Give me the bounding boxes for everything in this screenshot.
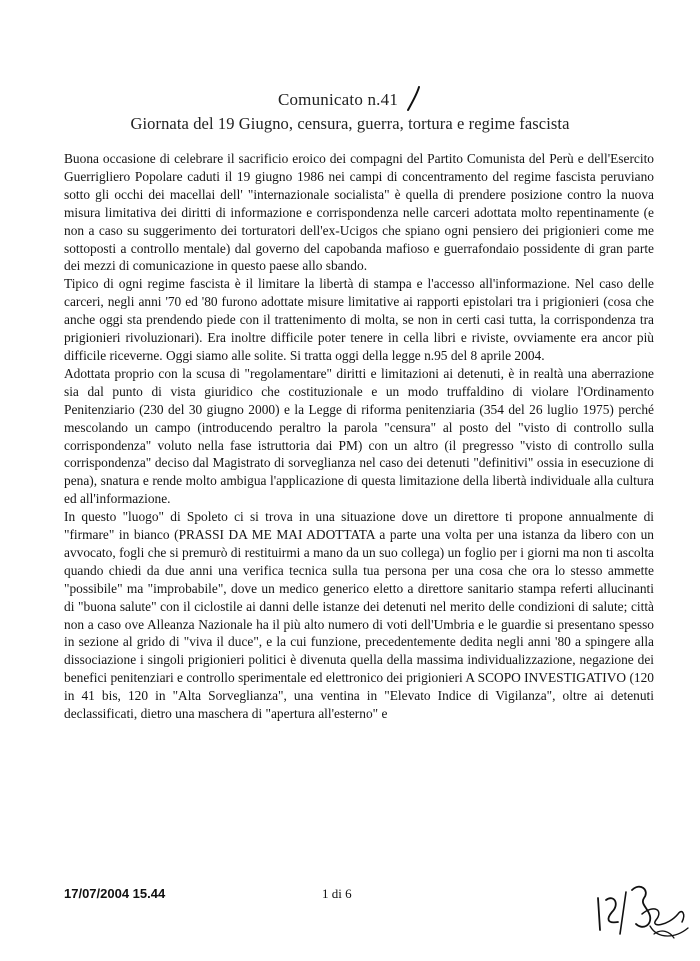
body-paragraph-2: Tipico di ogni regime fascista è il limitare la libertà di stampa e l'accesso all'informazione. Nel caso delle carceri, negli anni '70 ed '80 furono adottate misure limitative ai rapporti epistolari tra i prigionieri (cosa che anche oggi sta prendendo piede con il trattenimento di molta, se non in certi casi tutta, la corrispondenza tra prigionieri rivoluzionari). Era inoltre difficile poter tenere in cella libri e riviste, ovviamente era ancor più difficile riceverne. Oggi siamo alle solite. Si tratta oggi della legge n.95 del 8 aprile 2004.: [64, 276, 654, 363]
body-paragraph-3: Adottata proprio con la scusa di "regolamentare" diritti e limitazioni ai detenuti, è in realtà una aberrazione sia dal punto di vista giuridico che costituzionale e un modo truffaldino di violare l'Ordinamento Penitenziario (230 del 30 giugno 2000) e la Legge di riforma penitenziaria (354 del 26 luglio 1975) perché mescolando un campo (introducendo peraltro la parola "censura" al posto del "visto di controllo sulla corrispondenza" voluto nella fase istruttoria dai PM) con un altro (il pregresso "visto di controllo sulla corrispondenza" deciso dal Magistrato di sorveglianza nel caso dei detenuti "definitivi" ossia in esecuzione di pena), snatura e rende molto ambigua l'applicazione di questa limitazione della libertà individuale alla cultura ed all'informazione.: [64, 365, 654, 507]
document-subtitle: Giornata del 19 Giugno, censura, guerra, tortura e regime fascista: [130, 114, 570, 133]
body-paragraph-1: Buona occasione di celebrare il sacrificio eroico dei compagni del Partito Comunista del Perù e dell'Esercito Guerrigliero Popolare caduti il 19 giugno 1986 nei campi di concentramento del regime fascista peruviano sotto gli occhi dei macellai dell' "internazionale socialista" è quella di prendere posizione contro la nuova misura limitativa dei diritti di informazione e corrispondenza nelle carceri adottata molto repentinamente (e non a caso su suggerimento dei torturatori dell'ex-Ucigos che spiano ogni pensiero dei prigionieri come me sottoposti a controllo mentale) dal governo del capobanda mafioso e guerrafondaio possidente di gran parte dei mezzi di comunicazione in questo paese allo sbando.: [64, 151, 654, 274]
document-title: Comunicato n.41: [277, 90, 399, 109]
handwritten-slash-mark: [404, 86, 422, 112]
document-body: [64, 150, 654, 723]
body-paragraph-4: In questo "luogo" di Spoleto ci si trova in una situazione dove un direttore ti propone annualmente di "firmare" in bianco (PRASSI DA ME MAI ADOTTATA a parte una volta per una istanza da libero con un avvocato, fogli che si premurò di restituirmi a mano da un suo collega) un foglio per i giorni ma non ti ascolta quando chiedi da due anni una verifica tecnica sulla tua persona per una cosa che ora lo stesso ammette "possibile" ma "improbabile", dove un medico generico eletto a direttore sanitario stampa referti allucinanti di "buona salute" con il ciclostile ai danni delle istanze dei detenuti nel merito delle condizioni di salute; città non a caso ove Alleanza Nazionale ha il più alto numero di voti dell'Umbria e le guardie si presentano spesso in sezione al grido di "viva il duce", e la cui funzione, precedentemente dedita negli anni '80 a spingere alla dissociazione i singoli prigionieri politici è divenuta quella della massima individualizzazione, negazione dei benefici penitenziari e controllo sperimentale ed elettronico dei prigionieri A SCOPO INVESTIGATIVO (120 in 41 bis, 120 in "Alta Sorveglianza", una ventina in "Elevato Indice di Vigilanza", oltre ai detenuti declassificati, dietro una maschera di "apertura all'esterno" e: [64, 509, 654, 722]
handwritten-page-number-and-signature: [592, 868, 692, 948]
footer-page-indicator: 1 di 6: [322, 886, 352, 901]
document-header: [0, 84, 700, 134]
footer-datetime: 17/07/2004 15.44: [64, 886, 166, 901]
page-footer: [64, 886, 654, 906]
